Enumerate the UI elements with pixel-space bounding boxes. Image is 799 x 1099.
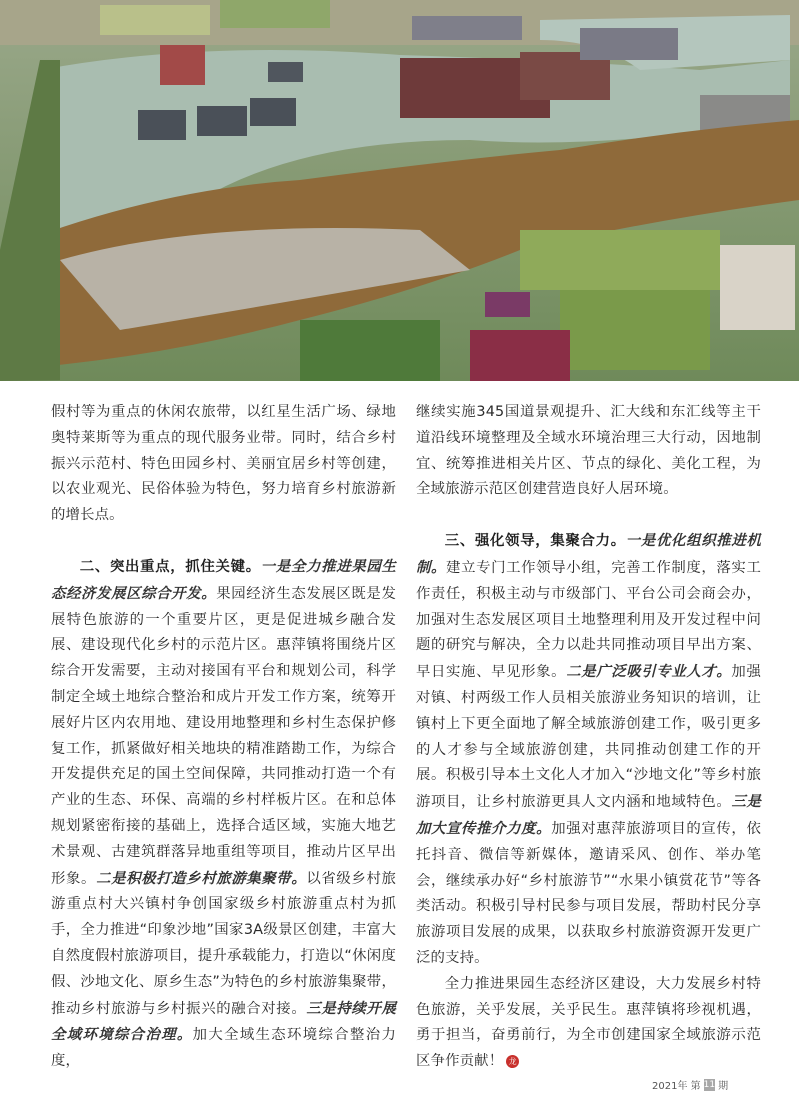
end-mark-icon: 龙 (506, 1055, 519, 1068)
paragraph-continuation-right: 继续实施345国道景观提升、汇大线和东汇线等主干道沿线环境整理及全域水环境治理三大行动，因地制宜、统筹推进相关片区、节点的绿化、美化工程，为全域旅游示范区创建营造良好人居环境。 (416, 404, 761, 498)
section-three-heading: 三、强化领导，集聚合力。 (444, 533, 626, 550)
subpoint-r2: 二是广泛吸引专业人才。 (566, 663, 732, 681)
closing-text: 全力推进果园生态经济区建设，大力发展乡村特色旅游，关乎发展，关乎民生。惠萍镇将珍视机遇，勇于担当，奋勇前行，为全市创建国家全域旅游示范区争作贡献！ (416, 975, 761, 1070)
footer-issue: 11 (703, 1079, 716, 1090)
footer-suffix: 期 (718, 1081, 729, 1092)
section-three-paragraph (416, 528, 761, 972)
right-column (416, 400, 761, 1075)
subpoint-r1: 一是优化组织推进机制。 (416, 532, 761, 576)
page-footer (652, 1077, 728, 1092)
aerial-photo (0, 0, 799, 381)
closing-paragraph (416, 972, 761, 1075)
left-column (51, 400, 396, 1075)
subpoint-2: 二是积极打造乡村旅游集聚带。 (96, 869, 307, 887)
section-two-paragraph (51, 554, 396, 1075)
subpoint-r2-text: 加强对镇、村两级工作人员相关旅游业务知识的培训，让镇村上下更全面地了解全域旅游创建工作，吸引更多的人才参与全域旅游创建，共同推动创建工作的开展。积极引导本土文化人才加入“沙地文化”等乡村旅游项目，让乡村旅游更具人文内涵和地域特色。 (416, 664, 761, 811)
section-two-heading: 二、突出重点，抓住关键。 (79, 558, 261, 575)
subpoint-3: 三是持续开展全域环境综合治理。 (51, 999, 396, 1044)
subpoint-3-text: 加大全域生态环境综合整治力度， (51, 1027, 396, 1070)
subpoint-2-text: 以省级乡村旅游重点村大兴镇村争创国家级乡村旅游重点村为抓手，全力推进“印象沙地”国家3A级景区创建，丰富大自然度假村旅游项目，提升承载能力，打造以“休闲度假、沙地文化、原乡生态”为特色的乡村旅游集聚带，推动乡村旅游与乡村振兴的融合对接。 (51, 870, 397, 1017)
subpoint-r3-text: 加强对惠萍旅游项目的宣传，依托抖音、微信等新媒体，邀请采风、创作、举办笔会，继续承办好“乡村旅游节”“水果小镇赏花节”等各类活动。积极引导村民参与项目发展，帮助村民分享旅游项目发展的成果，以获取乡村旅游资源开发更广泛的支持。 (416, 820, 761, 966)
footer-year: 2021年 第 (652, 1081, 701, 1092)
subpoint-r1-text: 建立专门工作领导小组，完善工作制度，落实工作责任，积极主动与市级部门、平台公司会商会办，加强对生态发展区项目土地整理利用及开发过程中问题的研究与解决，全力以赴共同推动项目早出方案、早日实施、早见形象。 (416, 559, 761, 681)
subpoint-1-text: 果园经济生态发展区既是发展特色旅游的一个重要片区，更是促进城乡融合发展、建设现代化乡村的示范片区。惠萍镇将围绕片区综合开发需要，主动对接国有平台和规划公司，科学制定全域土地综合整治和成片开发工作方案，统筹开展好片区内农用地、建设用地整理和乡村生态保护修复工作，抓紧做好相关地块的精准踏勘工作，为综合开发提供充足的国土空间保障，共同推动打造一个有产业的生态、环保、高端的乡村样板片区。在和总体规划紧密衔接的基础上，选择合适区域，实施大地艺术景观、古建筑群落异地重组等项目，推动片区早出形象。 (51, 585, 396, 887)
subpoint-r3: 三是加大宣传推介力度。 (416, 793, 761, 837)
subpoint-1: 一是全力推进果园生态经济发展区综合开发。 (51, 557, 396, 602)
paragraph-continuation: 假村等为重点的休闲农旅带，以红星生活广场、绿地奥特莱斯等为重点的现代服务业带。同时，结合乡村振兴示范村、特色田园乡村、美丽宜居乡村等创建，以农业观光、民俗体验为特色，努力培育乡村旅游新的增长点。 (51, 404, 396, 524)
